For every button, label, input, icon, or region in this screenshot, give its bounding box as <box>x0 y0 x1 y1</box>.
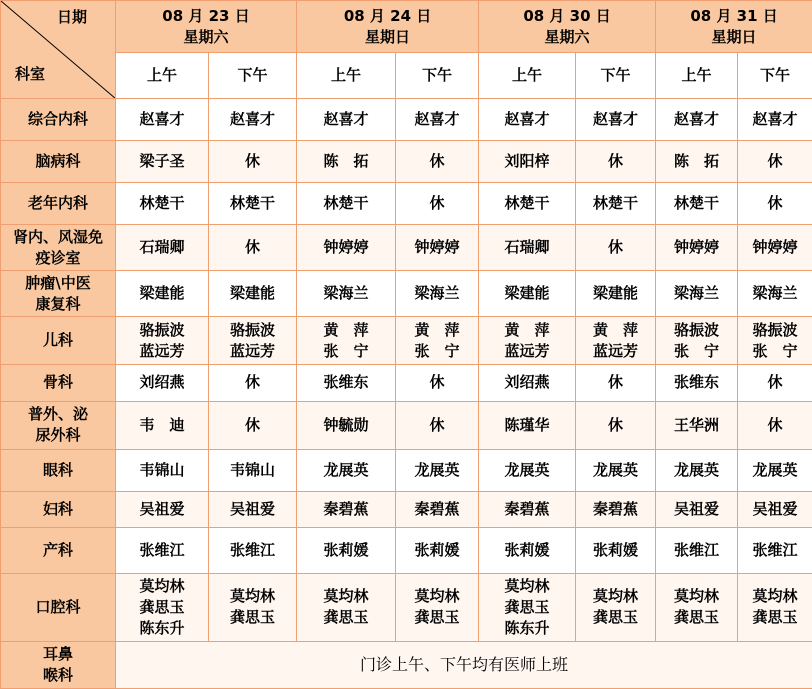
doctor-cell <box>396 365 479 401</box>
doctor-name: 龚思玉 <box>230 608 276 627</box>
schedule-row <box>1 141 812 183</box>
doctor-name: 骆振波 <box>139 320 185 339</box>
department-name-line: 尿外科 <box>35 426 81 445</box>
doctor-name: 赵喜才 <box>323 110 369 129</box>
doctor-name: 龚思玉 <box>752 608 798 627</box>
department-cell <box>1 271 116 317</box>
department-cell <box>1 527 116 573</box>
doctor-cell <box>738 317 812 365</box>
doctor-cell <box>738 141 812 183</box>
doctor-name: 张莉媛 <box>593 540 639 559</box>
date-axis-label: 日期 <box>57 8 88 26</box>
doctor-name: 梁建能 <box>139 284 185 303</box>
department-cell <box>1 573 116 641</box>
doctor-cell <box>116 317 209 365</box>
doctor-name: 钟毓勋 <box>323 415 369 434</box>
doctor-cell <box>738 449 812 491</box>
department-name-line: 儿科 <box>42 331 73 350</box>
department-name-line: 普外、泌 <box>27 405 88 424</box>
doctor-name: 林楚干 <box>323 194 369 213</box>
day-date: 08 月 23 日 <box>162 6 250 25</box>
department-name-line: 骨科 <box>42 373 73 392</box>
doctor-name: 莫均林 <box>752 587 798 606</box>
doctor-name: 钟婷婷 <box>323 238 369 257</box>
day-header <box>479 1 656 53</box>
afternoon-header: 下午 <box>396 53 479 99</box>
day-weekday: 星期六 <box>544 27 590 46</box>
department-cell <box>1 317 116 365</box>
doctor-name: 赵喜才 <box>674 110 720 129</box>
doctor-cell <box>576 141 656 183</box>
doctor-name: 林楚干 <box>593 194 639 213</box>
doctor-name: 莫均林 <box>323 587 369 606</box>
doctor-cell <box>209 573 297 641</box>
doctor-cell <box>297 527 396 573</box>
doctor-name: 林楚干 <box>139 194 185 213</box>
doctor-cell <box>209 365 297 401</box>
doctor-name: 陈东升 <box>504 618 550 637</box>
doctor-cell <box>297 99 396 141</box>
doctor-name: 张 宁 <box>752 341 798 360</box>
doctor-name: 休 <box>767 373 783 392</box>
doctor-name: 梁建能 <box>593 284 639 303</box>
department-cell <box>1 641 116 688</box>
doctor-cell <box>396 401 479 449</box>
doctor-name: 石瑞卿 <box>504 238 550 257</box>
day-date: 08 月 24 日 <box>343 6 432 25</box>
doctor-name: 林楚干 <box>674 194 720 213</box>
doctor-name: 张维江 <box>139 540 185 559</box>
doctor-cell <box>738 99 812 141</box>
doctor-cell <box>209 225 297 271</box>
doctor-cell <box>738 527 812 573</box>
doctor-name: 龚思玉 <box>139 597 185 616</box>
doctor-name: 休 <box>767 194 783 213</box>
doctor-cell <box>738 573 812 641</box>
doctor-cell <box>738 491 812 527</box>
department-cell <box>1 365 116 401</box>
half-day-header-row <box>1 53 812 99</box>
doctor-cell <box>116 573 209 641</box>
doctor-name: 休 <box>608 152 624 171</box>
doctor-cell <box>209 141 297 183</box>
department-cell <box>1 449 116 491</box>
doctor-name: 陈 拓 <box>323 152 369 171</box>
department-name-line: 康复科 <box>35 294 81 313</box>
doctor-name: 休 <box>245 238 261 257</box>
doctor-cell <box>656 271 738 317</box>
doctor-name: 张维江 <box>674 540 720 559</box>
doctor-cell <box>479 317 576 365</box>
day-header <box>656 1 812 53</box>
doctor-cell <box>396 449 479 491</box>
corner-header-cell <box>1 1 116 99</box>
doctor-cell <box>576 317 656 365</box>
department-name-line: 产科 <box>42 540 73 559</box>
doctor-cell <box>656 183 738 225</box>
department-name-line: 口腔科 <box>35 597 81 616</box>
doctor-cell <box>576 365 656 401</box>
doctor-cell <box>116 527 209 573</box>
department-name-line: 眼科 <box>42 460 73 479</box>
doctor-cell <box>297 225 396 271</box>
doctor-cell <box>656 317 738 365</box>
morning-header: 上午 <box>656 53 738 99</box>
doctor-cell <box>297 573 396 641</box>
doctor-cell <box>297 401 396 449</box>
doctor-name: 赵喜才 <box>504 110 550 129</box>
doctor-cell <box>738 365 812 401</box>
doctor-cell <box>297 317 396 365</box>
doctor-cell <box>209 527 297 573</box>
dept-axis-label: 科室 <box>15 65 46 83</box>
doctor-cell <box>297 141 396 183</box>
morning-header: 上午 <box>479 53 576 99</box>
doctor-cell <box>396 183 479 225</box>
schedule-row <box>1 401 812 449</box>
doctor-cell <box>576 183 656 225</box>
day-header <box>116 1 297 53</box>
doctor-name: 吴祖爱 <box>230 499 276 518</box>
day-weekday: 星期日 <box>365 27 411 46</box>
morning-header: 上午 <box>297 53 396 99</box>
doctor-cell <box>396 527 479 573</box>
department-name-line: 疫诊室 <box>35 248 81 267</box>
doctor-cell <box>576 401 656 449</box>
doctor-cell <box>656 491 738 527</box>
doctor-name: 休 <box>429 194 445 213</box>
department-name-line: 脑病科 <box>35 152 81 171</box>
doctor-name: 休 <box>245 373 261 392</box>
doctor-name: 陈 拓 <box>674 152 720 171</box>
doctor-name: 骆振波 <box>674 320 720 339</box>
doctor-cell <box>209 183 297 225</box>
doctor-cell <box>479 225 576 271</box>
doctor-cell <box>656 141 738 183</box>
doctor-name: 钟婷婷 <box>752 238 798 257</box>
doctor-name: 梁子圣 <box>139 152 185 171</box>
doctor-cell <box>116 401 209 449</box>
schedule-row <box>1 527 812 573</box>
doctor-name: 莫均林 <box>593 587 639 606</box>
doctor-cell <box>396 317 479 365</box>
doctor-cell <box>479 183 576 225</box>
doctor-name: 蓝远芳 <box>593 341 639 360</box>
afternoon-header: 下午 <box>209 53 297 99</box>
doctor-cell <box>479 573 576 641</box>
doctor-name: 休 <box>429 373 445 392</box>
doctor-name: 龚思玉 <box>414 608 460 627</box>
doctor-cell <box>396 271 479 317</box>
doctor-name: 刘绍燕 <box>139 373 185 392</box>
doctor-cell <box>479 271 576 317</box>
doctor-name: 石瑞卿 <box>139 238 185 257</box>
doctor-cell <box>576 449 656 491</box>
doctor-name: 赵喜才 <box>752 110 798 129</box>
doctor-cell <box>116 99 209 141</box>
doctor-cell <box>396 573 479 641</box>
doctor-name: 龙展英 <box>674 460 720 479</box>
department-name-line: 耳鼻 <box>42 644 73 663</box>
department-cell <box>1 401 116 449</box>
doctor-name: 梁海兰 <box>674 284 720 303</box>
doctor-name: 刘绍燕 <box>504 373 550 392</box>
department-name-line: 喉科 <box>42 665 73 684</box>
date-header-row <box>1 1 812 53</box>
doctor-cell <box>116 365 209 401</box>
doctor-cell <box>479 527 576 573</box>
doctor-cell <box>209 449 297 491</box>
doctor-name: 龙展英 <box>504 460 550 479</box>
doctor-name: 赵喜才 <box>593 110 639 129</box>
doctor-name: 赵喜才 <box>414 110 460 129</box>
doctor-name: 张维江 <box>752 540 798 559</box>
doctor-name: 黄 萍 <box>593 320 639 339</box>
doctor-cell <box>656 401 738 449</box>
doctor-cell <box>656 527 738 573</box>
doctor-name: 钟婷婷 <box>674 238 720 257</box>
doctor-name: 张莉媛 <box>323 540 369 559</box>
department-name-line: 综合内科 <box>27 110 88 129</box>
doctor-name: 张莉媛 <box>504 540 550 559</box>
doctor-cell <box>116 491 209 527</box>
doctor-name: 莫均林 <box>139 576 185 595</box>
doctor-name: 龙展英 <box>414 460 460 479</box>
doctor-cell <box>209 317 297 365</box>
doctor-cell <box>479 491 576 527</box>
doctor-name: 梁建能 <box>504 284 550 303</box>
doctor-cell <box>209 99 297 141</box>
doctor-name: 吴祖爱 <box>139 499 185 518</box>
doctor-cell <box>396 141 479 183</box>
doctor-name: 休 <box>429 152 445 171</box>
department-name-line: 肿瘤\中医 <box>25 273 91 292</box>
department-cell <box>1 141 116 183</box>
footer-note: 门诊上午、下午均有医师上班 <box>116 641 812 688</box>
doctor-cell <box>396 225 479 271</box>
doctor-name: 张维东 <box>674 373 720 392</box>
doctor-cell <box>738 271 812 317</box>
doctor-name: 吴祖爱 <box>674 499 720 518</box>
doctor-cell <box>209 401 297 449</box>
doctor-name: 休 <box>608 238 624 257</box>
doctor-name: 张莉媛 <box>414 540 460 559</box>
doctor-name: 秦碧蕉 <box>593 499 639 518</box>
doctor-cell <box>576 527 656 573</box>
doctor-cell <box>576 225 656 271</box>
day-weekday: 星期日 <box>711 27 757 46</box>
doctor-cell <box>116 141 209 183</box>
doctor-name: 梁建能 <box>230 284 276 303</box>
doctor-name: 休 <box>767 152 783 171</box>
doctor-name: 林楚干 <box>230 194 276 213</box>
doctor-cell <box>576 573 656 641</box>
doctor-cell <box>297 271 396 317</box>
doctor-name: 张 宁 <box>414 341 460 360</box>
doctor-name: 骆振波 <box>752 320 798 339</box>
doctor-cell <box>116 449 209 491</box>
doctor-name: 黄 萍 <box>504 320 550 339</box>
day-header <box>297 1 479 53</box>
doctor-cell <box>656 449 738 491</box>
doctor-cell <box>297 183 396 225</box>
department-name-line: 妇科 <box>42 499 73 518</box>
doctor-cell <box>479 449 576 491</box>
doctor-cell <box>576 99 656 141</box>
doctor-name: 龚思玉 <box>323 608 369 627</box>
schedule-row <box>1 317 812 365</box>
doctor-cell <box>396 491 479 527</box>
doctor-cell <box>738 225 812 271</box>
day-date: 08 月 31 日 <box>690 6 778 25</box>
schedule-row <box>1 271 812 317</box>
footer-row <box>1 641 812 688</box>
doctor-name: 林楚干 <box>504 194 550 213</box>
doctor-name: 秦碧蕉 <box>414 499 460 518</box>
doctor-name: 韦 迪 <box>139 415 185 434</box>
doctor-cell <box>116 183 209 225</box>
doctor-name: 休 <box>245 415 261 434</box>
doctor-name: 莫均林 <box>230 587 276 606</box>
morning-header: 上午 <box>116 53 209 99</box>
afternoon-header: 下午 <box>738 53 812 99</box>
doctor-name: 陈东升 <box>139 618 185 637</box>
doctor-name: 陈瑾华 <box>504 415 550 434</box>
day-date: 08 月 30 日 <box>523 6 611 25</box>
doctor-cell <box>738 401 812 449</box>
doctor-name: 龙展英 <box>752 460 798 479</box>
doctor-name: 休 <box>429 415 445 434</box>
doctor-cell <box>479 401 576 449</box>
doctor-cell <box>116 271 209 317</box>
department-cell <box>1 99 116 141</box>
doctor-name: 骆振波 <box>230 320 276 339</box>
schedule-row <box>1 99 812 141</box>
doctor-name: 梁海兰 <box>414 284 460 303</box>
doctor-cell <box>116 225 209 271</box>
afternoon-header: 下午 <box>576 53 656 99</box>
doctor-name: 梁海兰 <box>752 284 798 303</box>
doctor-name: 张 宁 <box>323 341 369 360</box>
department-cell <box>1 225 116 271</box>
doctor-name: 莫均林 <box>414 587 460 606</box>
doctor-name: 龙展英 <box>593 460 639 479</box>
doctor-cell <box>297 449 396 491</box>
schedule-row <box>1 491 812 527</box>
doctor-name: 韦锦山 <box>230 460 276 479</box>
doctor-name: 蓝远芳 <box>504 341 550 360</box>
doctor-cell <box>576 491 656 527</box>
doctor-name: 张维江 <box>230 540 276 559</box>
doctor-name: 龙展英 <box>323 460 369 479</box>
doctor-name: 张维东 <box>323 373 369 392</box>
doctor-name: 蓝远芳 <box>230 341 276 360</box>
doctor-name: 黄 萍 <box>323 320 369 339</box>
doctor-name: 龚思玉 <box>504 597 550 616</box>
doctor-cell <box>297 491 396 527</box>
doctor-cell <box>396 99 479 141</box>
department-name-line: 老年内科 <box>27 194 88 213</box>
doctor-cell <box>479 141 576 183</box>
doctor-cell <box>576 271 656 317</box>
doctor-name: 赵喜才 <box>230 110 276 129</box>
doctor-cell <box>209 491 297 527</box>
doctor-name: 休 <box>608 415 624 434</box>
doctor-name: 张 宁 <box>674 341 720 360</box>
department-cell <box>1 491 116 527</box>
doctor-cell <box>656 573 738 641</box>
doctor-name: 王华洲 <box>674 415 720 434</box>
doctor-name: 秦碧蕉 <box>504 499 550 518</box>
doctor-name: 吴祖爱 <box>752 499 798 518</box>
doctor-name: 休 <box>608 373 624 392</box>
doctor-name: 韦锦山 <box>139 460 185 479</box>
department-name-line: 肾内、风湿免 <box>12 227 103 246</box>
doctor-name: 赵喜才 <box>139 110 185 129</box>
doctor-name: 莫均林 <box>504 576 550 595</box>
doctor-cell <box>209 271 297 317</box>
doctor-cell <box>738 183 812 225</box>
doctor-name: 黄 萍 <box>414 320 460 339</box>
schedule-row <box>1 225 812 271</box>
doctor-name: 刘阳梓 <box>504 152 550 171</box>
schedule-row <box>1 573 812 641</box>
schedule-row <box>1 183 812 225</box>
doctor-name: 龚思玉 <box>593 608 639 627</box>
doctor-cell <box>656 365 738 401</box>
schedule-row <box>1 449 812 491</box>
doctor-name: 莫均林 <box>674 587 720 606</box>
doctor-cell <box>479 365 576 401</box>
doctor-cell <box>297 365 396 401</box>
doctor-cell <box>479 99 576 141</box>
schedule-row <box>1 365 812 401</box>
doctor-name: 龚思玉 <box>674 608 720 627</box>
doctor-name: 秦碧蕉 <box>323 499 369 518</box>
doctor-name: 蓝远芳 <box>139 341 185 360</box>
doctor-cell <box>656 99 738 141</box>
doctor-name: 梁海兰 <box>323 284 369 303</box>
day-weekday: 星期六 <box>183 27 229 46</box>
department-cell <box>1 183 116 225</box>
doctor-name: 休 <box>245 152 261 171</box>
doctor-cell <box>656 225 738 271</box>
doctor-name: 休 <box>767 415 783 434</box>
doctor-name: 钟婷婷 <box>414 238 460 257</box>
